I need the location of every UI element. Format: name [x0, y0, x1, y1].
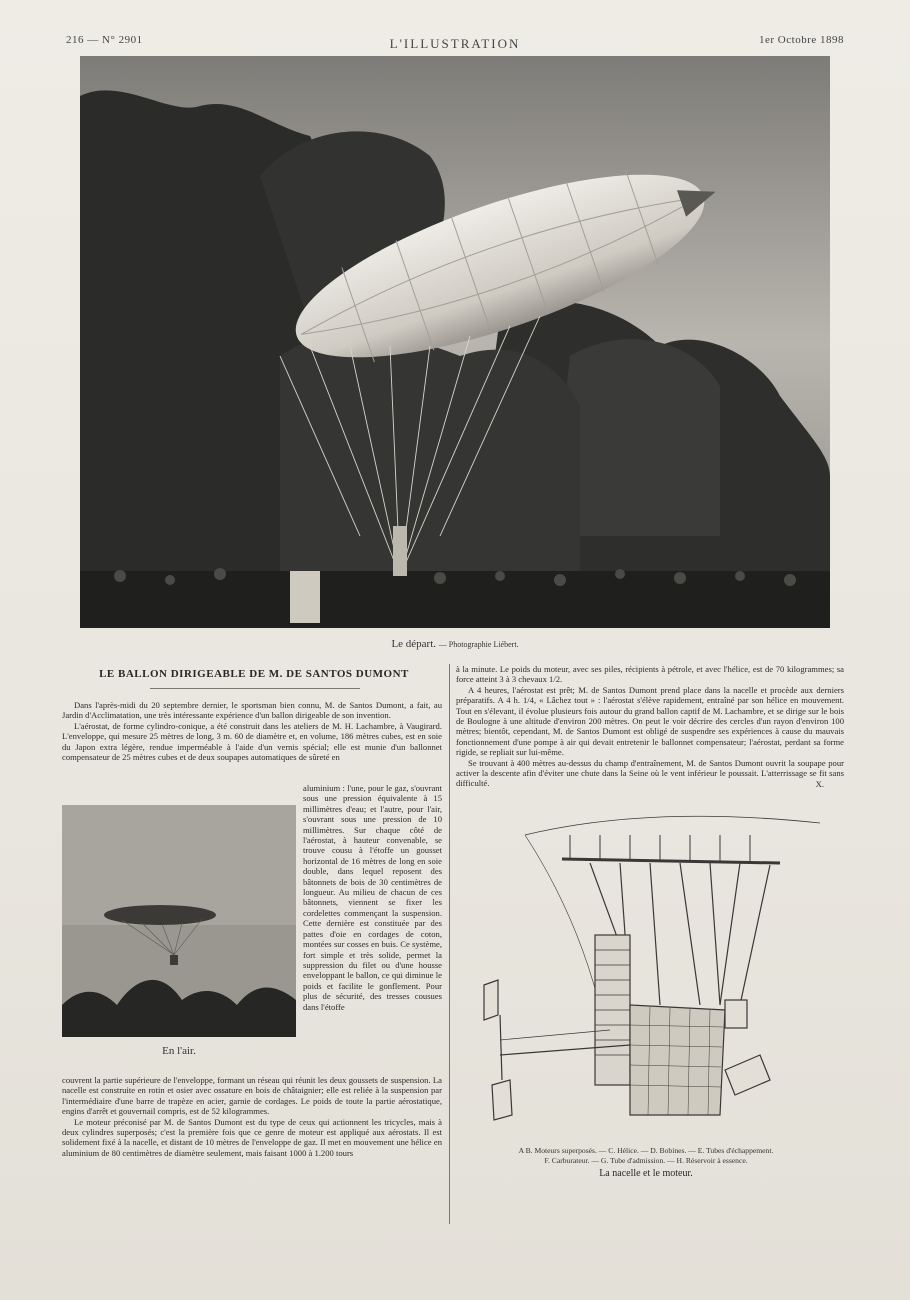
balloon-in-air-illustration — [62, 805, 296, 1037]
column-separator — [449, 664, 450, 1224]
main-photo-caption-text: Le départ. — [391, 638, 437, 650]
main-photo-departure — [80, 56, 830, 628]
photo-credit: — Photographie Liébert. — [438, 640, 519, 649]
article-paragraph: L'aérostat, de forme cylindro-conique, a été construit dans les ateliers de M. H. Lachambre, à Vaugirard. L'enveloppe, qui mesure 25 mètres de long, 3 m. 60 de diamètre et, en volume, 186 mètres cubes, est en soie du Japon extra légère, rendue imperméable à l'aide d'un vernis spécial; elle est munie d'un ballonnet compensateur de 25 mètres cubes et de deux soupapes automatiques de sûreté en — [62, 720, 442, 763]
article-paragraph: A 4 heures, l'aérostat est prêt; M. de Santos Dumont prend place dans la nacelle et procède aux derniers préparatifs. A 4 h. 1/4, « Lâchez tout » : l'aérostat s'élève rapidement, entraîné par son hélice en mouvement. Tout en s'élevant, il évolue plusieurs fois autour du grand ballon captif de M. Lachambre, et se dirige sur le bois de Boulogne à une altitude d'environ 200 mètres. On peut le voir décrire des cercles d'un rayon d'environ 100 mètres; bientôt, cependant, M. de Santos Dumont est obligé de suspendre ses expériences à cause du mauvais fonctionnement d'une pompe à air qui devait entretenir le ballonnet compensateur; l'aérostat, perdant sa forme rigide, se repliait sur lui-même. — [456, 684, 844, 758]
article-left-top — [62, 700, 442, 762]
article-right-column — [456, 664, 844, 789]
nacelle-engine-diagram — [470, 815, 830, 1135]
page-number: 216 — N° 2901 — [66, 34, 143, 46]
article-side-column: aluminium : l'une, pour le gaz, s'ouvrant sous une pression équivalente à 15 millimètres d'eau; et l'autre, pour l'air, s'ouvrant sous une pression de 10 millimètres. Sur chaque côté de l'aérostat, à hauteur convenable, se trouve cousu à l'étoffe un gousset horizontal de 16 mètres de long en soie double, dans lequel reposent des bâtonnets de bois de 30 centimètres de longueur. Au milieu de chacun de ces bâtonnets, viennent se fixer les cordelettes commençant la suspension. Cette dernière est constituée par des pattes d'oie en cordages de coton, montées sur cosses en buis. Ce système, fort simple et très solide, permet la suppression du filet ou d'une housse enveloppant le ballon, ce qui diminue le poids et facilite le gonflement. Pour plus de sécurité, des tresses cousues dans l'étoffe — [303, 783, 442, 1012]
article-paragraph: Se trouvant à 400 mètres au-dessus du champ d'entraînement, M. de Santos Dumont ouvrit la soupape pour activer la descente afin d'éviter une chute dans la Seine où le vent inférieur le poussait. L'atterrissage se fit sans difficulté. — [456, 757, 844, 789]
small-photo-in-air — [62, 805, 296, 1037]
article-paragraph: Dans l'après-midi du 20 septembre dernier, le sportsman bien connu, M. de Santos Dumont, a fait, au Jardin d'Acclimatation, une très intéressante expérience d'un ballon dirigeable de son invention. — [62, 700, 442, 721]
journal-title: L'ILLUSTRATION — [389, 36, 521, 51]
article-title: LE BALLON DIRIGEABLE DE M. DE SANTOS DUMONT — [99, 668, 409, 680]
article-left-bottom — [62, 1075, 442, 1158]
balloon-launch-illustration — [80, 56, 830, 628]
small-photo-caption: En l'air. — [162, 1045, 196, 1057]
issue-date: 1er Octobre 1898 — [759, 34, 844, 46]
diagram-caption: La nacelle et le moteur. — [599, 1168, 693, 1179]
title-rule — [150, 688, 360, 689]
nacelle-engine-drawing — [470, 815, 830, 1135]
article-paragraph: à la minute. Le poids du moteur, avec ses piles, récipients à pétrole, et avec l'hélice, est de 70 kilogrammes; sa force atteint 3 à 3 chevaux 1/2. — [456, 664, 844, 685]
article-signature: X. — [815, 778, 824, 789]
diagram-legend — [456, 1146, 836, 1166]
article-paragraph: Le moteur préconisé par M. de Santos Dumont est du type de ceux qui actionnent les tricycles, mais à deux cylindres superposés; c'est la première fois que ce genre de moteur est appliqué aux aérostats. Il est solidement fixé à la nacelle, et distant de 10 mètres de l'enveloppe de gaz. Il met en mouvement une hélice en aluminium de 80 centimètres de diamètre seulement, mais faisant 1000 à 1.200 tours — [62, 1116, 442, 1158]
legend-line: A B. Moteurs superposés. — C. Hélice. — D. Bobines. — E. Tubes d'échappement. — [518, 1146, 774, 1155]
legend-line: F. Carburateur. — G. Tube d'admission. — H. Réservoir à essence. — [544, 1156, 748, 1165]
main-photo-caption — [80, 638, 830, 650]
article-paragraph: couvrent la partie supérieure de l'enveloppe, formant un réseau qui réunit les deux goussets de suspension. La nacelle est construite en rotin et osier avec ossature en bois de châtaignier; elle est reliée à la suspension par l'intermédiaire d'une barre de trapèze en acier, garnie de cordages. Le poids de toute la partie aérostatique, engins d'arrêt et gouvernail compris, est de 52 kilogrammes. — [62, 1075, 442, 1117]
